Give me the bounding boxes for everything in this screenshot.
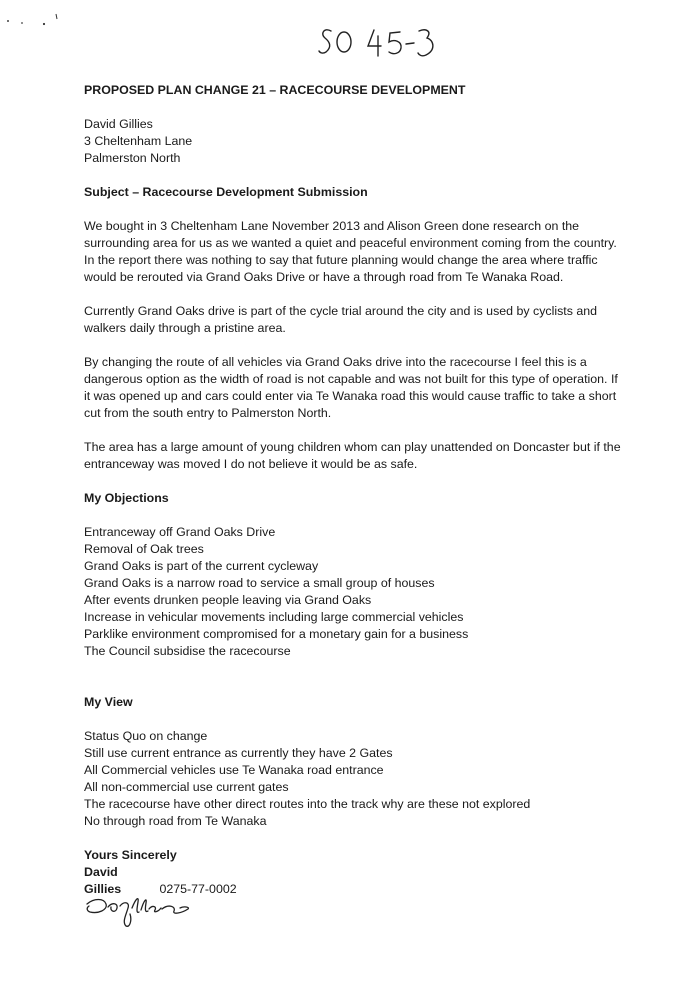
view-item: The racecourse have other direct routes into the track why are these not explored [84, 797, 531, 811]
handwritten-signature [84, 888, 194, 930]
view-item: Still use current entrance as currently they have 2 Gates [84, 746, 393, 760]
view-item: No through road from Te Wanaka [84, 814, 267, 828]
sender-city: Palmerston North [84, 151, 181, 165]
view-heading: My View [84, 695, 133, 709]
view-item: Status Quo on change [84, 729, 208, 743]
objection-item: Parklike environment compromised for a monetary gain for a business [84, 627, 469, 641]
sender-street: 3 Cheltenham Lane [84, 134, 193, 148]
sender-name: David Gillies [84, 117, 153, 131]
view-item: All non-commercial use current gates [84, 780, 289, 794]
objections-list [84, 524, 624, 660]
objection-item: Entranceway off Grand Oaks Drive [84, 525, 276, 539]
scan-specks [4, 10, 64, 30]
objection-item: Removal of Oak trees [84, 542, 204, 556]
letter-body [84, 82, 624, 898]
paragraph-3: By changing the route of all vehicles via Grand Oaks drive into the racecourse I feel this is a dangerous option as the width of road is not capable and was not built for this type of operation. If it was opened up and cars could enter via Te Wanaka road this would cause traffic to take a short cut from the south entry to Palmerston North. [84, 355, 618, 420]
handwritten-reference-number [318, 22, 448, 62]
document-title: PROPOSED PLAN CHANGE 21 – RACECOURSE DEVELOPMENT [84, 83, 466, 97]
paragraph-1: We bought in 3 Cheltenham Lane November 2013 and Alison Green done research on the surrounding area for us as we wanted a quiet and peaceful environment coming from the country. In the report there was nothing to say that future planning would change the area where traffic would be rerouted via Grand Oaks Drive or have a through road from Te Wanaka Road. [84, 219, 617, 284]
view-list [84, 728, 624, 830]
signoff-phone: 0275-77-0002 [159, 882, 237, 896]
objection-item: After events drunken people leaving via Grand Oaks [84, 593, 372, 607]
view-item: All Commercial vehicles use Te Wanaka road entrance [84, 763, 384, 777]
objection-item: Grand Oaks is a narrow road to service a small group of houses [84, 576, 435, 590]
sender-address [84, 116, 624, 167]
subject-line: Subject – Racecourse Development Submission [84, 185, 368, 199]
closing-line: Yours Sincerely [84, 848, 177, 862]
objection-item: Increase in vehicular movements including large commercial vehicles [84, 610, 464, 624]
objection-item: The Council subsidise the racecourse [84, 644, 291, 658]
objection-item: Grand Oaks is part of the current cycleway [84, 559, 319, 573]
objections-heading: My Objections [84, 491, 169, 505]
signoff-name: David Gillies [84, 865, 122, 896]
paragraph-2: Currently Grand Oaks drive is part of the cycle trial around the city and is used by cyclists and walkers daily through a pristine area. [84, 304, 598, 335]
paragraph-4: The area has a large amount of young children whom can play unattended on Doncaster but if the entranceway was moved I do not believe it would be as safe. [84, 440, 621, 471]
handwritten-reference-drawing [318, 22, 448, 62]
